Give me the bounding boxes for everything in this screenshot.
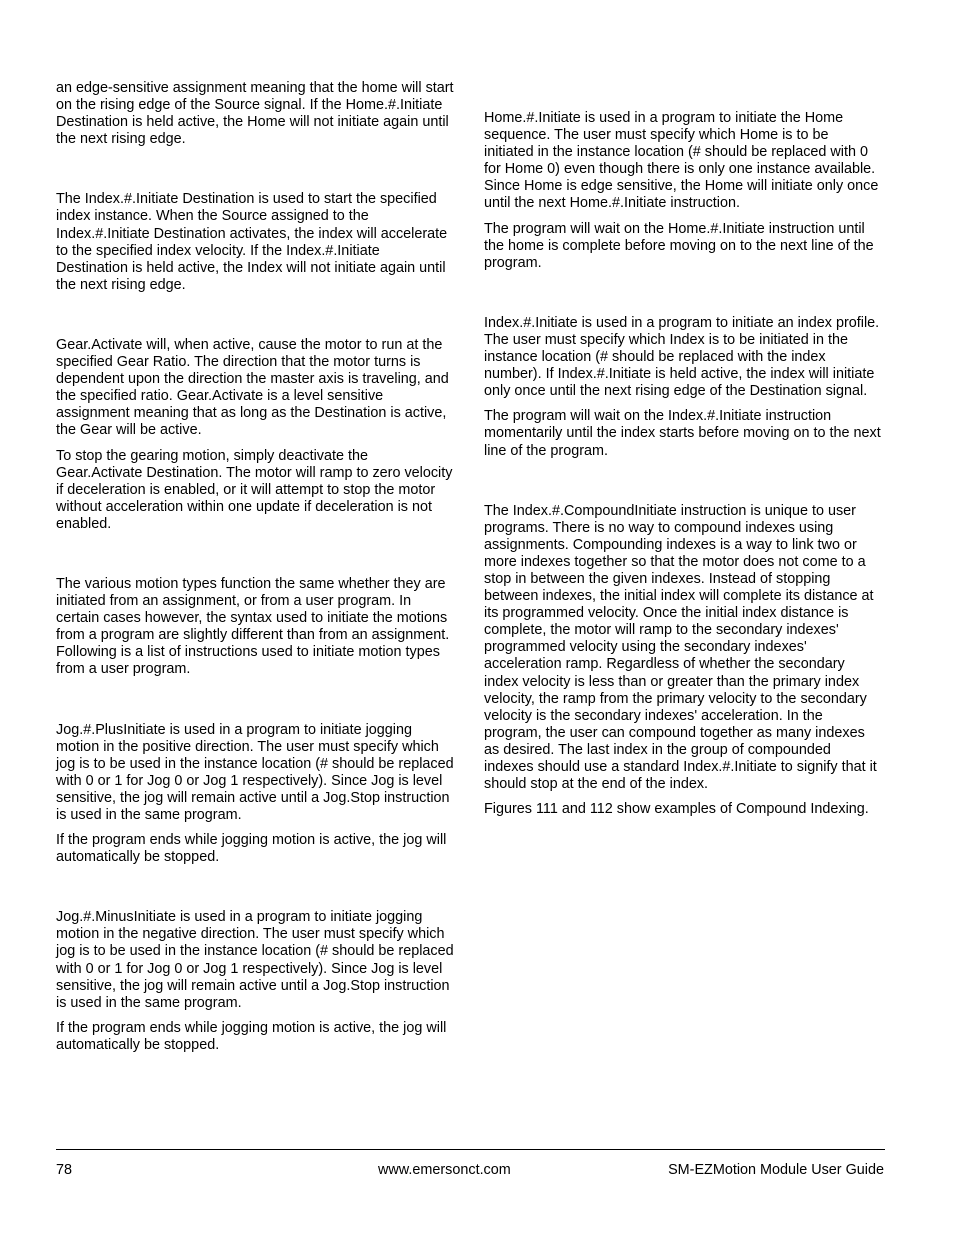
footer-divider [56, 1149, 885, 1150]
gear-activate-text: Gear.Activate will, when active, cause the motor to run at the specified Gear Ratio. The direction that the motor turns is dependent upon the direction the master axis is traveling, and the specified ratio. Gear.Activate is a level sensitive assignment meaning that as long as the Destination is active, the Gear will be active. [56, 336, 449, 439]
home-initiate-destination-text: an edge-sensitive assignment meaning that the home will start on the rising edge of the Source signal. If the Home.#.Initiate Destination is held active, the Home will not initiate again until the next rising edge. [56, 80, 454, 148]
home-wait-text: The program will wait on the Home.#.Initiate instruction until the home is complete before moving on to the next line of the program. [484, 220, 874, 271]
compound-initiate-text: The Index.#.CompoundInitiate instruction is unique to user programs. There is no way to compound indexes using assignments. Compounding indexes is a way to link two or more indexes together so that the motor does not come to a stop in between the given indexes. Instead of stopping between indexes, the initial index will complete its distance at its programmed velocity. Once the initial index distance is complete, the motor will ramp to the secondary indexes' programmed velocity using the secondary indexes' acceleration ramp. Regardless of whether the secondary index velocity is less than or greater than the primary index velocity, the ramp from the primary velocity to the secondary velocity is the secondary indexes' acceleration. In the program, the user can compound together as many indexes as desired. The last index in the group of compounded indexes should use a standard Index.#.Initiate to signify that it should stop at the end of the index. [484, 502, 877, 793]
left-column [56, 80, 454, 1054]
motion-types-intro-text: The various motion types function the same whether they are initiated from an assignment, or from a user program. In certain cases however, the syntax used to initiate the motions from a program are slightly different than from an assignment. Following is a list of instructions used to initiate motion types from a user program. [56, 575, 450, 678]
index-initiate-destination-text: The Index.#.Initiate Destination is used to start the specified index instance. When the Source assigned to the Index.#.Initiate Destination activates, the index will accelerate to the specified index velocity. If the Index.#.Initiate Destination is held active, the Index will not initiate again until the next rising edge. [56, 191, 448, 293]
figures-reference-text: Figures 111 and 112 show examples of Compound Indexing. [484, 801, 869, 818]
footer-guide-title: SM-EZMotion Module User Guide [668, 1162, 884, 1178]
right-column [484, 110, 882, 818]
jog-minus-initiate-text: Jog.#.MinusInitiate is used in a program to initiate jogging motion in the negative direction. The user must specify which jog is to be used in the instance location (# should be replaced with 0 or 1 for Jog 0 or Jog 1 respectively). Since Jog is level sensitive, the jog will remain active until a Jog.Stop instruction is used in the same program. [56, 909, 454, 1011]
footer-website: www.emersonct.com [378, 1162, 511, 1178]
home-initiate-text: Home.#.Initiate is used in a program to initiate the Home sequence. The user must specify which Home is to be initiated in the instance location (# should be replaced with 0 for Home 0) even though there is only one instance available. Since Home is edge sensitive, the Home will initiate only once until the next Home.#.Initiate instruction. [484, 110, 879, 212]
index-initiate-text: Index.#.Initiate is used in a program to initiate an index profile. The user must specify which Index is to be initiated in the instance location (# should be replaced with the index number). If Index.#.Initiate is held active, the index will initiate only once until the next rising edge of the Destination signal. [484, 314, 880, 400]
index-wait-text: The program will wait on the Index.#.Initiate instruction momentarily until the index starts before moving on to the next line of the program. [484, 408, 881, 459]
jog-plus-end-text: If the program ends while jogging motion is active, the jog will automatically be stopped. [56, 832, 447, 866]
jog-plus-initiate-text: Jog.#.PlusInitiate is used in a program to initiate jogging motion in the positive direction. The user must specify which jog is to be used in the instance location (# should be replaced with 0 or 1 for Jog 0 or Jog 1 respectively). Since Jog is level sensitive, the jog will remain active until a Jog.Stop instruction is used in the same program. [56, 721, 454, 823]
jog-minus-end-text: If the program ends while jogging motion is active, the jog will automatically be stopped. [56, 1019, 447, 1053]
gear-stop-text: To stop the gearing motion, simply deactivate the Gear.Activate Destination. The motor will ramp to zero velocity if deceleration is enabled, or it will attempt to stop the motor without acceleration within one update if deceleration is not enabled. [56, 447, 453, 532]
page-number: 78 [56, 1162, 73, 1178]
